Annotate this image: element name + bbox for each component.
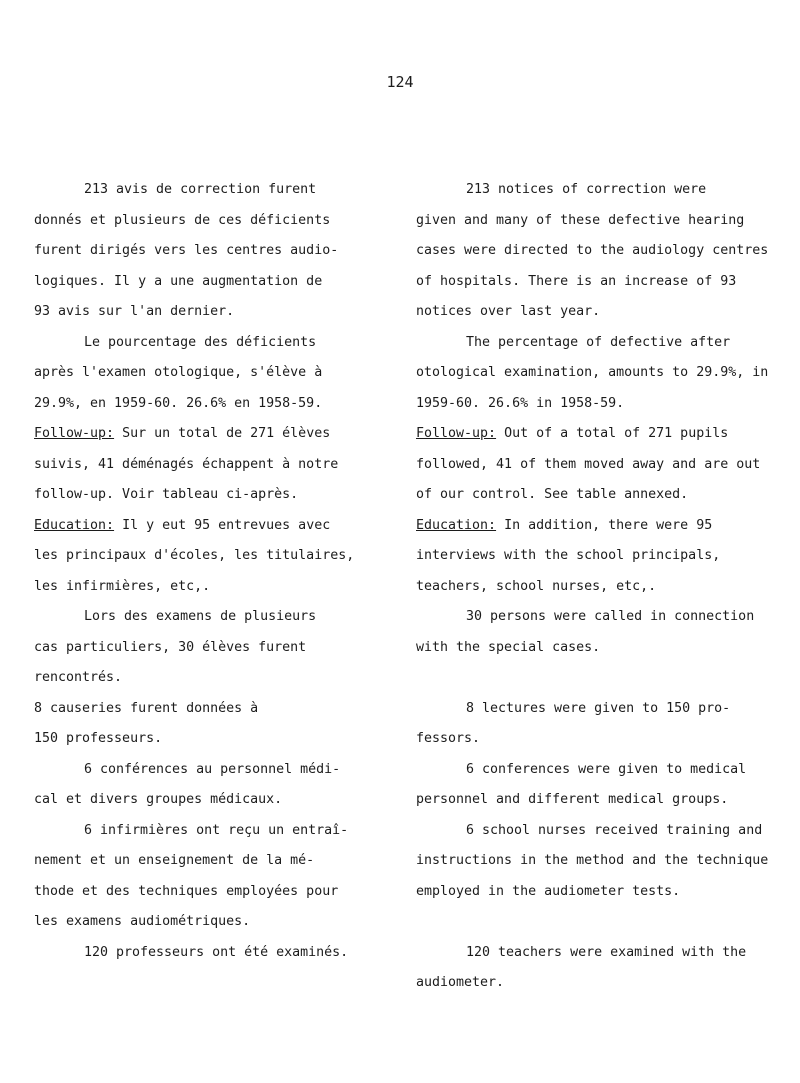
text-line [34,419,379,450]
line-text: interviews with the school principals, [416,548,721,563]
section-heading: Education: [416,517,497,533]
text-line [416,633,788,664]
line-text: audiometer. [416,975,505,990]
line-text: follow-up. Voir tableau ci-après. [34,487,299,502]
text-line [34,907,379,938]
line-text: après l'examen otologique, s'élève à [34,365,323,380]
line-text: 29.9%, en 1959-60. 26.6% en 1958-59. [34,395,323,411]
section-heading: Follow-up: [416,426,497,441]
line-text: notices over last year. [416,304,601,319]
line-text: Le pourcentage des déficients [84,334,317,350]
text-line [34,480,379,511]
text-line [34,358,379,389]
line-text: 93 avis sur l'an dernier. [34,304,235,319]
text-line [34,694,379,725]
line-text: 213 avis de correction furent [84,182,317,197]
line-text: logiques. Il y a une augmentation de [34,273,323,289]
line-text: furent dirigés vers les centres audio- [34,243,339,258]
text-line [416,663,788,694]
text-line [34,877,379,908]
line-text: Il y eut 95 entrevues avec [114,517,331,533]
line-text: donnés et plusieurs de ces déficients [34,212,331,228]
text-line [34,724,379,755]
line-text: 120 professeurs ont été examinés. [84,944,349,960]
french-column [34,175,379,968]
line-text: cases were directed to the audiology centres [416,243,769,258]
text-line [34,206,379,237]
text-line [416,541,788,572]
line-text: 6 infirmières ont reçu un entraî- [84,822,349,838]
line-text: The percentage of defective after [466,334,731,350]
text-line [34,328,379,359]
page-number: 124 [386,73,414,91]
text-line [34,846,379,877]
line-text: 120 teachers were examined with the [466,944,747,960]
line-text: 1959-60. 26.6% in 1958-59. [416,395,625,411]
text-line [34,450,379,481]
line-text: 8 causeries furent données à [34,700,259,716]
text-line [416,572,788,603]
text-line [34,267,379,298]
english-column [416,175,788,999]
text-line [34,602,379,633]
line-text: fessors. [416,731,481,746]
line-text: Lors des examens de plusieurs [84,609,317,624]
line-text: les examens audiométriques. [34,914,251,929]
text-line [416,907,788,938]
line-text: with the special cases. [416,639,601,655]
text-line [416,206,788,237]
line-text: les infirmières, etc,. [34,578,211,594]
text-line [34,175,379,206]
text-line [34,633,379,664]
line-text: 6 school nurses received training and [466,822,763,838]
line-text: Out of a total of 271 pupils [496,426,729,441]
text-line [416,267,788,298]
text-line [416,846,788,877]
text-line [416,389,788,420]
line-text: thode et des techniques employées pour [34,883,339,899]
line-text: rencontrés. [34,670,123,685]
text-line [34,816,379,847]
line-text: of our control. See table annexed. [416,487,689,502]
text-line [416,175,788,206]
text-line [416,419,788,450]
line-text: instructions in the method and the technique [416,853,769,868]
text-line [416,816,788,847]
text-line [34,663,379,694]
text-line [416,785,788,816]
text-line [416,450,788,481]
text-line [416,724,788,755]
text-line [416,511,788,542]
line-text: suivis, 41 déménagés échappent à notre [34,456,339,472]
text-line [34,938,379,969]
text-line [416,236,788,267]
line-text: 30 persons were called in connection [466,609,755,624]
text-line [34,755,379,786]
text-line [416,480,788,511]
line-text: 150 professeurs. [34,731,163,746]
line-text: 213 notices of correction were [466,182,707,197]
text-line [34,572,379,603]
line-text: Sur un total de 271 élèves [114,426,331,441]
text-line [416,755,788,786]
line-text: 6 conferences were given to medical [466,761,747,777]
line-text: cas particuliers, 30 élèves furent [34,639,307,655]
line-text: given and many of these defective hearing [416,212,745,228]
text-line [34,511,379,542]
text-line [34,236,379,267]
text-line [34,297,379,328]
text-line [416,694,788,725]
text-line [416,877,788,908]
text-line [416,358,788,389]
text-line [416,328,788,359]
line-text: In addition, there were 95 [496,517,713,533]
text-line [34,785,379,816]
text-line [34,541,379,572]
line-text: nement et un enseignement de la mé- [34,853,315,868]
line-text: les principaux d'écoles, les titulaires, [34,548,355,563]
line-text: otological examination, amounts to 29.9%, in [416,365,769,380]
line-text: personnel and different medical groups. [416,792,729,807]
section-heading: Follow-up: [34,426,115,441]
line-text: of hospitals. There is an increase of 93 [416,273,737,289]
section-heading: Education: [34,517,115,533]
text-line [34,389,379,420]
text-line [416,602,788,633]
text-line [416,938,788,969]
text-line [416,297,788,328]
line-text: teachers, school nurses, etc,. [416,578,657,594]
text-line [416,968,788,999]
line-text: employed in the audiometer tests. [416,883,681,899]
line-text: followed, 41 of them moved away and are out [416,456,761,472]
line-text: 8 lectures were given to 150 pro- [466,700,731,716]
line-text: 6 conférences au personnel médi- [84,761,341,777]
line-text: cal et divers groupes médicaux. [34,792,283,807]
